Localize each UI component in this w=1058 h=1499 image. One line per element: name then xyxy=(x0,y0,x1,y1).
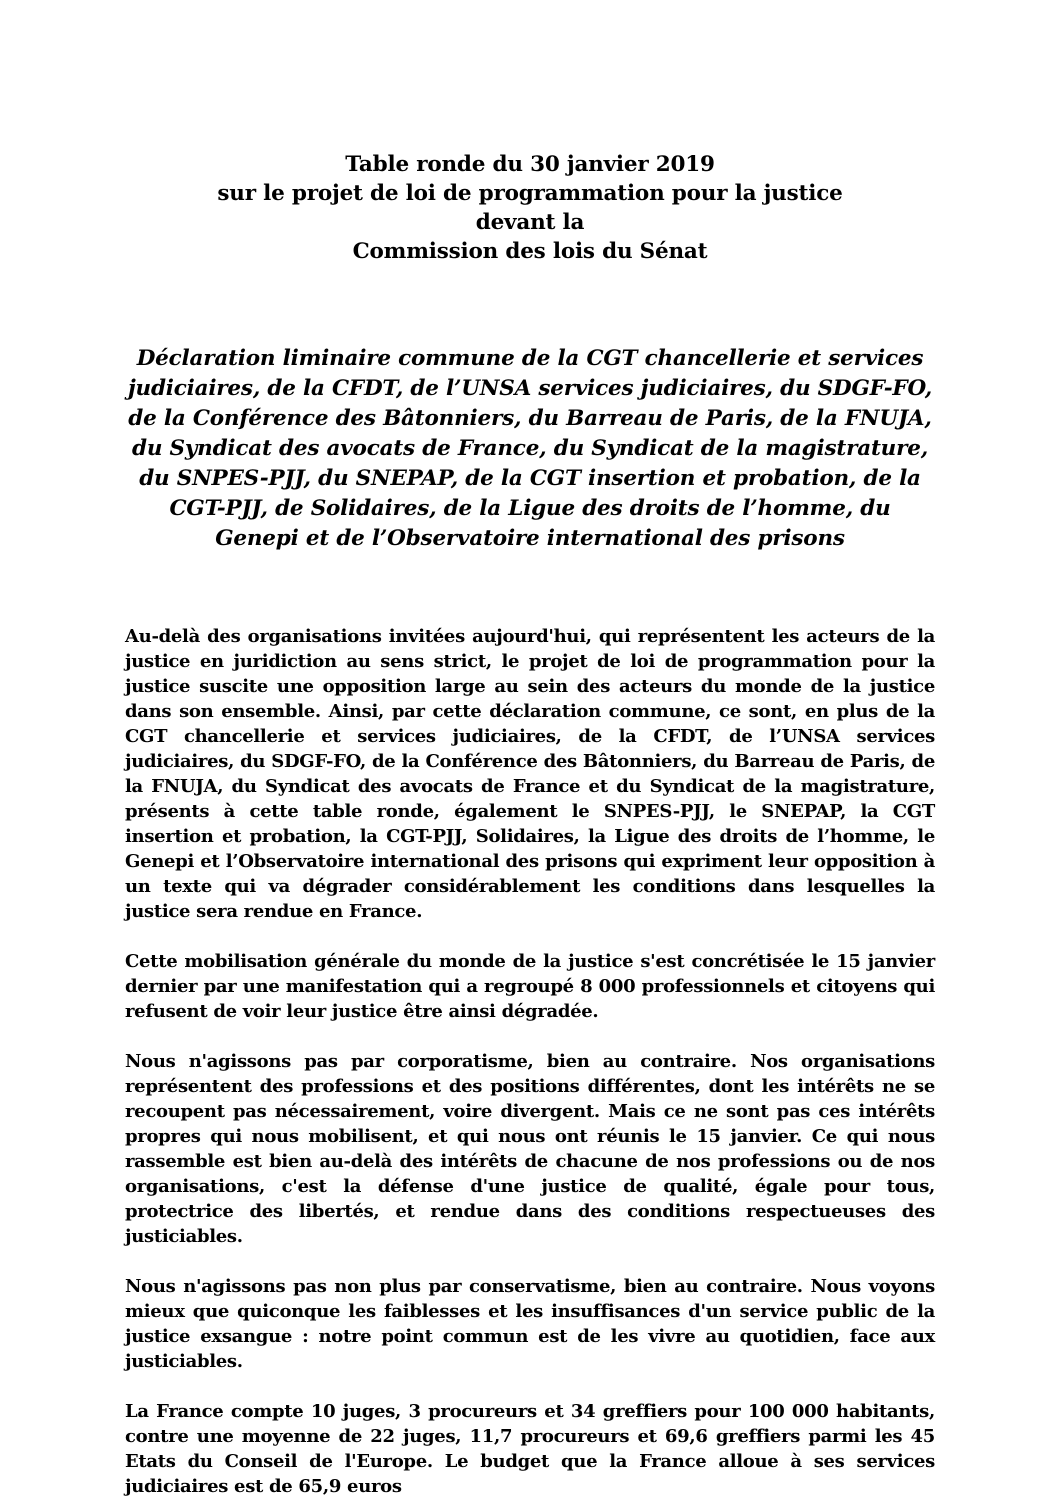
title-line-3: devant la xyxy=(475,210,585,235)
paragraph-4: Nous n'agissons pas non plus par conservatisme, bien au contraire. Nous voyons mieux que quiconque les faiblesses et les insuffisances d'un service public de la justice exsangue : notre point commun est de les vivre au quotidien, face aux justiciables. xyxy=(125,1276,935,1372)
title-line-1: Table ronde du 30 janvier 2019 xyxy=(345,152,715,177)
title-line-2: sur le projet de loi de programmation pour la justice xyxy=(217,181,843,206)
paragraph-1: Au-delà des organisations invitées aujourd'hui, qui représentent les acteurs de la justice en juridiction au sens strict, le projet de loi de programmation pour la justice suscite une opposition large au sein des acteurs du monde de la justice dans son ensemble. Ainsi, par cette déclaration commune, ce sont, en plus de la CGT chancellerie et services judiciaires, de la CFDT, de l’UNSA services judiciaires, du SDGF-FO, de la Conférence des Bâtonniers, du Barreau de Paris, de la FNUJA, du Syndicat des avocats de France et du Syndicat de la magistrature, présents à cette table ronde, également le SNPES-PJJ, le SNEPAP, la CGT insertion et probation, la CGT-PJJ, Solidaires, la Ligue des droits de l’homme, le Genepi et l’Observatoire international des prisons qui expriment leur opposition à un texte qui va dégrader considérablement les conditions dans lesquelles la justice sera rendue en France. xyxy=(125,626,935,922)
paragraph-2: Cette mobilisation générale du monde de la justice s'est concrétisée le 15 janvier dernier par une manifestation qui a regroupé 8 000 professionnels et citoyens qui refusent de voir leur justice être ainsi dégradée. xyxy=(125,951,935,1022)
document-subtitle: Déclaration liminaire commune de la CGT chancellerie et services judiciaires, de la CFDT, de l’UNSA services judiciaires, du SDGF-FO, de la Conférence des Bâtonniers, du Barreau de Paris, de la FNUJA, du Syndicat des avocats de France, du Syndicat de la magistrature, du SNPES-PJJ, du SNEPAP, de la CGT insertion et probation, de la CGT-PJJ, de Solidaires, de la Ligue des droits de l’homme, du Genepi et de l’Observatoire international des prisons xyxy=(127,346,933,551)
document-title xyxy=(125,150,935,266)
document-body xyxy=(125,624,935,1499)
paragraph-3: Nous n'agissons pas par corporatisme, bien au contraire. Nos organisations représentent des professions et des positions différentes, dont les intérêts ne se recoupent pas nécessairement, voire divergent. Mais ce ne sont pas ces intérêts propres qui nous mobilisent, et qui nous ont réunis le 15 janvier. Ce qui nous rassemble est bien au-delà des intérêts de chacune de nos professions ou de nos organisations, c'est la défense d'une justice de qualité, égale pour tous, protectrice des libertés, et rendue dans des conditions respectueuses des justiciables. xyxy=(125,1051,935,1247)
paragraph-5: La France compte 10 juges, 3 procureurs et 34 greffiers pour 100 000 habitants, contre une moyenne de 22 juges, 11,7 procureurs et 69,6 greffiers parmi les 45 Etats du Conseil de l'Europe. Le budget que la France alloue à ses services judiciaires est de 65,9 euros xyxy=(125,1401,935,1497)
title-line-4: Commission des lois du Sénat xyxy=(352,239,708,264)
